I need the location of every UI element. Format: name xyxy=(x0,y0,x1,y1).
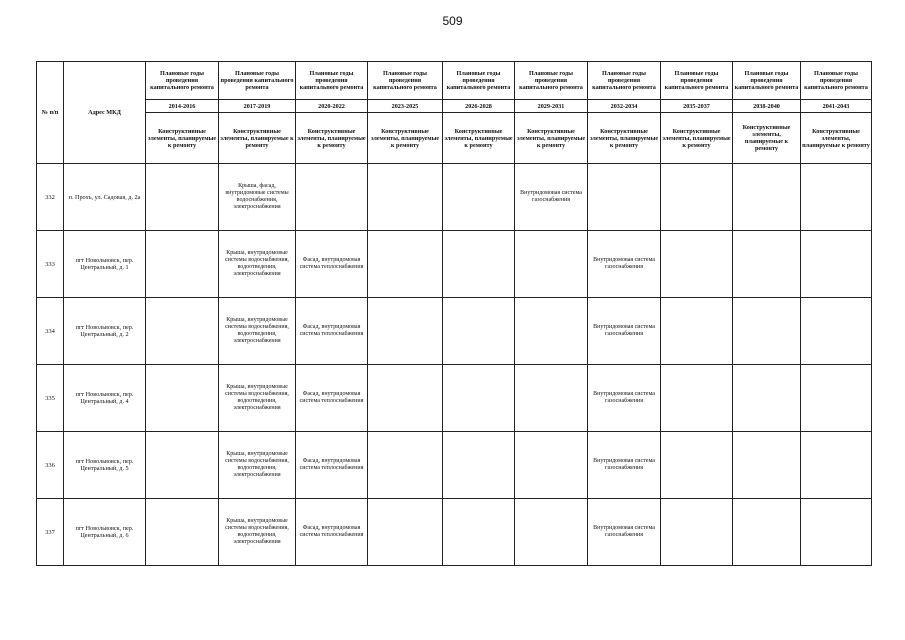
repair-cell xyxy=(146,298,219,365)
repair-cell xyxy=(515,298,588,365)
plan-years-header: Плановые годы проведения капитального ремонта xyxy=(801,62,872,100)
constr-elements-header: Конструктивные элементы, планируемые к ремонту xyxy=(661,113,733,164)
years-header-2017-2019: 2017-2019 xyxy=(219,100,296,113)
repair-cell xyxy=(661,231,733,298)
table-row xyxy=(37,298,872,365)
repair-cell xyxy=(733,231,801,298)
repair-cell: Крыша, фасад, внутридомовые системы водоснабжения, электроснабжения xyxy=(219,164,296,231)
row-address: пгт Новольвовск, пер. Центральный, д. 5 xyxy=(64,432,146,499)
repair-cell: Внутридомовая система газоснабжения xyxy=(588,298,661,365)
repair-cell: Внутридомовая система газоснабжения xyxy=(588,432,661,499)
repair-cell xyxy=(443,365,515,432)
capital-repair-table xyxy=(36,61,872,566)
row-address: пгт Новольвовск, пер. Центральный, д. 4 xyxy=(64,365,146,432)
repair-cell xyxy=(733,499,801,566)
repair-cell xyxy=(515,499,588,566)
row-number: 332 xyxy=(37,164,64,231)
row-number: 336 xyxy=(37,432,64,499)
repair-cell: Фасад, внутридомовая система теплоснабжения xyxy=(296,231,368,298)
years-header-2014-2016: 2014-2016 xyxy=(146,100,219,113)
constr-elements-header: Конструктивные элементы, планируемые к ремонту xyxy=(219,113,296,164)
repair-cell xyxy=(368,365,443,432)
constr-elements-header: Конструктивные элементы, планируемые к ремонту xyxy=(296,113,368,164)
repair-cell xyxy=(733,365,801,432)
repair-cell: Внутридомовая система газоснабжения xyxy=(588,365,661,432)
constr-elements-header: Конструктивные элементы, планируемые к ремонту xyxy=(368,113,443,164)
repair-cell: Крыша, внутридомовые системы водоснабжения, водоотведения, электроснабжения xyxy=(219,499,296,566)
constr-elements-header: Конструктивные элементы, планируемые к ремонту xyxy=(588,113,661,164)
repair-cell xyxy=(368,164,443,231)
row-number: 334 xyxy=(37,298,64,365)
repair-cell xyxy=(801,365,872,432)
table-row xyxy=(37,432,872,499)
repair-cell xyxy=(368,231,443,298)
repair-cell: Внутридомовая система газоснабжения xyxy=(515,164,588,231)
constr-elements-header: Конструктивные элементы, планируемые к ремонту xyxy=(515,113,588,164)
repair-cell xyxy=(146,164,219,231)
repair-cell: Внутридомовая система газоснабжения xyxy=(588,499,661,566)
years-header-2029-2031: 2029-2031 xyxy=(515,100,588,113)
repair-cell xyxy=(368,432,443,499)
row-number: 333 xyxy=(37,231,64,298)
repair-cell xyxy=(146,499,219,566)
repair-cell: Крыша, внутридомовые системы водоснабжения, водоотведения, электроснабжения xyxy=(219,365,296,432)
repair-cell xyxy=(801,432,872,499)
constr-elements-header: Конструктивные элементы, планируемые к ремонту xyxy=(146,113,219,164)
table-row xyxy=(37,365,872,432)
repair-cell: Внутридомовая система газоснабжения xyxy=(588,231,661,298)
page-number: 509 xyxy=(442,14,463,28)
plan-years-header: Плановые годы проведения капитального ремонта xyxy=(368,62,443,100)
table-header xyxy=(37,62,872,164)
row-number: 335 xyxy=(37,365,64,432)
row-address: пгт Новольвовск, пер. Центральный, д. 2 xyxy=(64,298,146,365)
num-column-header: № п/п xyxy=(37,62,64,164)
repair-cell xyxy=(146,365,219,432)
row-number: 337 xyxy=(37,499,64,566)
repair-cell: Крыша, внутридомовые системы водоснабжения, водоотведения, электроснабжения xyxy=(219,298,296,365)
row-address: пгт Новольвовск, пер. Центральный, д. 1 xyxy=(64,231,146,298)
row-address: пгт Новольвовск, пер. Центральный, д. 6 xyxy=(64,499,146,566)
years-header-2038-2040: 2038-2040 xyxy=(733,100,801,113)
repair-cell: Фасад, внутридомовая система теплоснабжения xyxy=(296,298,368,365)
repair-cell xyxy=(801,499,872,566)
plan-years-header: Плановые годы проведения капитального ремонта xyxy=(443,62,515,100)
constr-elements-header: Конструктивные элементы, планируемые к ремонту xyxy=(443,113,515,164)
repair-cell xyxy=(146,231,219,298)
repair-cell xyxy=(733,164,801,231)
repair-cell xyxy=(146,432,219,499)
years-header-2023-2025: 2023-2025 xyxy=(368,100,443,113)
repair-cell xyxy=(588,164,661,231)
plan-years-header: Плановые годы проведения капитального ремонта xyxy=(296,62,368,100)
years-header-2035-2037: 2035-2037 xyxy=(661,100,733,113)
repair-cell xyxy=(733,432,801,499)
plan-years-header: Плановые годы проведения капитального ремонта xyxy=(146,62,219,100)
repair-cell xyxy=(368,298,443,365)
plan-years-header: Плановые годы проведения капитального ремонта xyxy=(515,62,588,100)
repair-cell: Крыша, внутридомовые системы водоснабжения, водоотведения, электроснабжения xyxy=(219,432,296,499)
repair-cell xyxy=(661,499,733,566)
repair-cell: Фасад, внутридомовая система теплоснабжения xyxy=(296,499,368,566)
repair-cell xyxy=(368,499,443,566)
years-header-2041-2043: 2041-2043 xyxy=(801,100,872,113)
plan-years-header: Плановые годы проведения капитального ремонта xyxy=(733,62,801,100)
table-row xyxy=(37,499,872,566)
plan-years-header: Плановые годы проведения капитального ремонта xyxy=(661,62,733,100)
repair-cell xyxy=(661,164,733,231)
repair-cell xyxy=(515,365,588,432)
repair-cell: Крыша, внутридомовые системы водоснабжения, водоотведения, электроснабжения xyxy=(219,231,296,298)
years-header-2020-2022: 2020-2022 xyxy=(296,100,368,113)
constr-elements-header: Конструктивные элементы, планируемые к ремонту xyxy=(801,113,872,164)
table-row xyxy=(37,164,872,231)
repair-cell: Фасад, внутридомовая система теплоснабжения xyxy=(296,365,368,432)
repair-cell xyxy=(443,164,515,231)
address-column-header: Адрес МКД xyxy=(64,62,146,164)
repair-cell: Фасад, внутридомовая система теплоснабжения xyxy=(296,432,368,499)
repair-cell xyxy=(443,432,515,499)
repair-cell xyxy=(801,298,872,365)
repair-cell xyxy=(515,231,588,298)
repair-cell xyxy=(801,231,872,298)
years-header-2026-2028: 2026-2028 xyxy=(443,100,515,113)
table-body xyxy=(37,164,872,566)
repair-cell xyxy=(443,499,515,566)
repair-cell xyxy=(661,298,733,365)
repair-cell xyxy=(515,432,588,499)
constr-elements-header: Конструктивные элементы, планируемые к ремонту xyxy=(733,113,801,164)
years-header-2032-2034: 2032-2034 xyxy=(588,100,661,113)
repair-cell xyxy=(443,231,515,298)
repair-cell xyxy=(296,164,368,231)
plan-years-header: Плановые годы проведения капитального ремонта xyxy=(219,62,296,100)
repair-cell xyxy=(733,298,801,365)
repair-cell xyxy=(661,432,733,499)
table-row xyxy=(37,231,872,298)
repair-cell xyxy=(801,164,872,231)
repair-cell xyxy=(661,365,733,432)
row-address: п. Прохъ, ул. Садовая, д. 2а xyxy=(64,164,146,231)
plan-years-header: Плановые годы проведения капитального ремонта xyxy=(588,62,661,100)
repair-cell xyxy=(443,298,515,365)
